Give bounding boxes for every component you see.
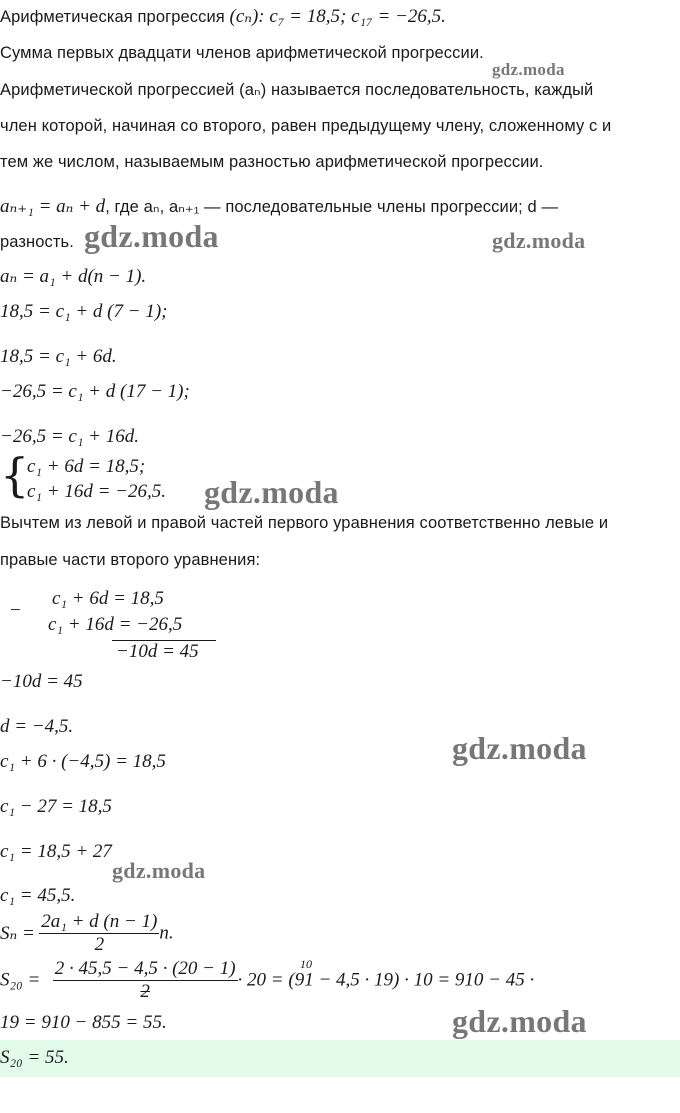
step-1: aₙ = a₁ + d(n − 1). [0,266,147,287]
step-3: 18,5 = c₁ + 6d. [0,346,117,367]
answer-text: S₂₀ = 55. [0,1047,69,1068]
column-eq-1: c₁ + 6d = 18,5 [52,588,164,609]
watermark: gdz.moda [112,858,206,883]
s20-denominator: 2 [140,981,150,1002]
title-math: (cₙ): c₇ = 18,5; c₁₇ = −26,5. [229,6,446,27]
step-2: 18,5 = c₁ + d (7 − 1); [0,301,168,322]
subtract-text-2: правые части второго уравнения: [0,551,261,569]
sum-formula-denominator: 2 [94,934,105,955]
s20-continuation: 19 = 910 − 855 = 55. [0,1012,167,1033]
formula-text: , где aₙ, aₙ₊₁ — последовательные члены прогрессии; d — [105,198,559,216]
step-10: c₁ = 18,5 + 27 [0,841,112,862]
sum-formula-fraction [39,911,159,956]
step-9: c₁ − 27 = 18,5 [0,796,112,817]
system-eq-1: c₁ + 6d = 18,5; [27,456,146,477]
column-result: −10d = 45 [116,641,199,662]
watermark: gdz.moda [84,218,219,254]
s20-cancel-top: 10 [300,957,312,971]
s20-numerator: 2 · 45,5 − 4,5 · (20 − 1) [54,958,236,979]
title-line [0,5,446,28]
column-minus-sign: − [10,600,21,621]
step-8: c₁ + 6 · (−4,5) = 18,5 [0,751,166,772]
system-eq-2: c₁ + 16d = −26,5. [27,481,167,502]
sum-formula-lhs: Sₙ = [0,923,35,944]
step-11: c₁ = 45,5. [0,885,76,906]
watermark: gdz.moda [492,228,586,253]
definition-line-1: Арифметической прогрессией (aₙ) называется последовательность, каждый [0,81,594,99]
formula-text-2: разность. [0,233,74,251]
watermark: gdz.moda [492,60,565,79]
s20-rest: · 20 = (91 − 4,5 · 19) · 10 = 910 − 45 · [237,969,535,991]
definition-line-3: тем же числом, называемым разностью арифметической прогрессии. [0,153,544,171]
system-brace: { [0,448,30,502]
s20-lhs: S₂₀ = [0,969,41,991]
step-4: −26,5 = c₁ + d (17 − 1); [0,381,190,402]
s20-computation [0,958,534,1003]
step-7: d = −4,5. [0,716,74,737]
sum-formula-tail: n. [159,922,174,944]
watermark: gdz.moda [452,1003,587,1039]
watermark: gdz.moda [204,474,339,510]
subtract-text-1: Вычтем из левой и правой частей первого уравнения соответственно левые и [0,514,609,532]
formula-math: aₙ₊₁ = aₙ + d [0,196,106,217]
s20-fraction [53,958,238,1003]
step-5: −26,5 = c₁ + 16d. [0,426,140,447]
sum-formula-numerator: 2a₁ + d (n − 1) [41,911,158,932]
definition-line-2: член которой, начиная со второго, равен предыдущему члену, сложенному с и [0,117,612,135]
task-text: Сумма первых двадцати членов арифметической прогрессии. [0,44,484,62]
title-text: Арифметическая прогрессия [0,8,230,26]
formula-line [0,195,558,218]
answer-highlight [0,1040,680,1077]
step-6: −10d = 45 [0,671,83,692]
sum-formula [0,911,174,956]
watermark: gdz.moda [452,730,587,766]
column-eq-2: c₁ + 16d = −26,5 [48,614,183,635]
